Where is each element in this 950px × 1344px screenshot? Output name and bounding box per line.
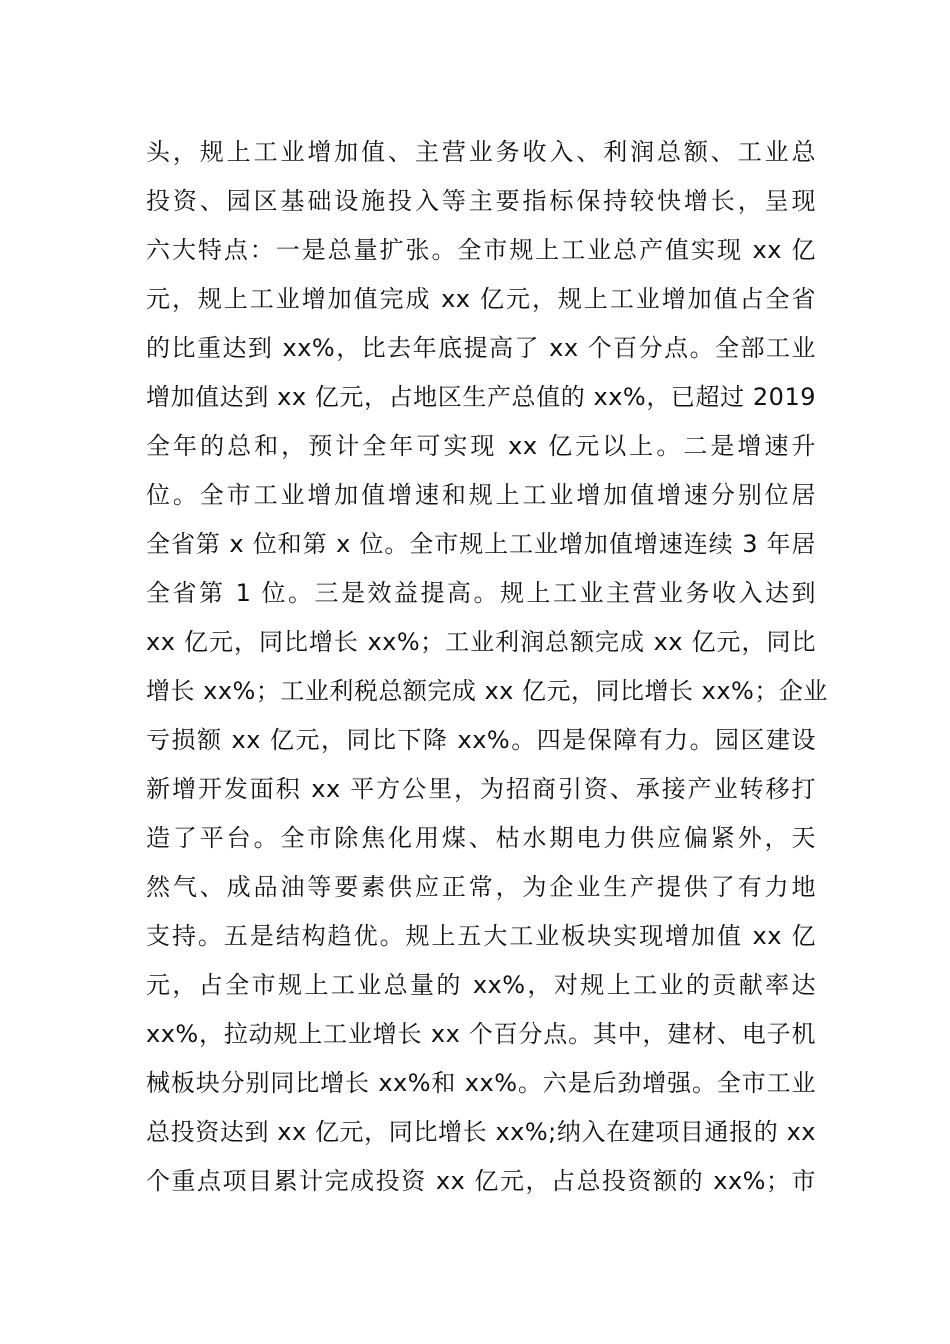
text-line: xx%，拉动规上工业增长 xx 个百分点。其中，建材、电子机 (146, 1020, 816, 1048)
text-line: 总投资达到 xx 亿元，同比增长 xx%;纳入在建项目通报的 xx (146, 1118, 816, 1146)
text-line: 头，规上工业增加值、主营业务收入、利润总额、工业总 (146, 138, 816, 166)
text-line: 位。全市工业增加值增速和规上工业增加值增速分别位居 (146, 481, 816, 509)
text-line: 六大特点：一是总量扩张。全市规上工业总产值实现 xx 亿 (146, 236, 816, 264)
text-line: 的比重达到 xx%，比去年底提高了 xx 个百分点。全部工业 (146, 334, 816, 362)
text-line: 元，规上工业增加值完成 xx 亿元，规上工业增加值占全省 (146, 285, 816, 313)
text-line: xx 亿元，同比增长 xx%；工业利润总额完成 xx 亿元，同比 (146, 628, 816, 656)
text-line: 全省第 x 位和第 x 位。全市规上工业增加值增速连续 3 年居 (146, 530, 816, 558)
text-line: 投资、园区基础设施投入等主要指标保持较快增长，呈现 (146, 187, 816, 215)
text-line: 亏损额 xx 亿元，同比下降 xx%。四是保障有力。园区建设 (146, 726, 816, 754)
text-line: 支持。五是结构趋优。规上五大工业板块实现增加值 xx 亿 (146, 922, 816, 950)
text-line: 增长 xx%；工业利税总额完成 xx 亿元，同比增长 xx%；企业 (146, 677, 828, 705)
text-line: 然气、成品油等要素供应正常，为企业生产提供了有力地 (146, 873, 816, 901)
text-line: 个重点项目累计完成投资 xx 亿元，占总投资额的 xx%；市 (146, 1167, 816, 1195)
text-line: 全年的总和，预计全年可实现 xx 亿元以上。二是增速升 (146, 432, 816, 460)
text-line: 全省第 1 位。三是效益提高。规上工业主营业务收入达到 (146, 579, 816, 607)
text-line: 造了平台。全市除焦化用煤、枯水期电力供应偏紧外，天 (146, 824, 816, 852)
text-line: 械板块分别同比增长 xx%和 xx%。六是后劲增强。全市工业 (146, 1069, 816, 1097)
text-line: 增加值达到 xx 亿元，占地区生产总值的 xx%，已超过 2019 (146, 383, 816, 411)
body-paragraph (146, 128, 828, 1206)
text-line: 元，占全市规上工业总量的 xx%，对规上工业的贡献率达 (146, 971, 816, 999)
text-line: 新增开发面积 xx 平方公里，为招商引资、承接产业转移打 (146, 775, 816, 803)
